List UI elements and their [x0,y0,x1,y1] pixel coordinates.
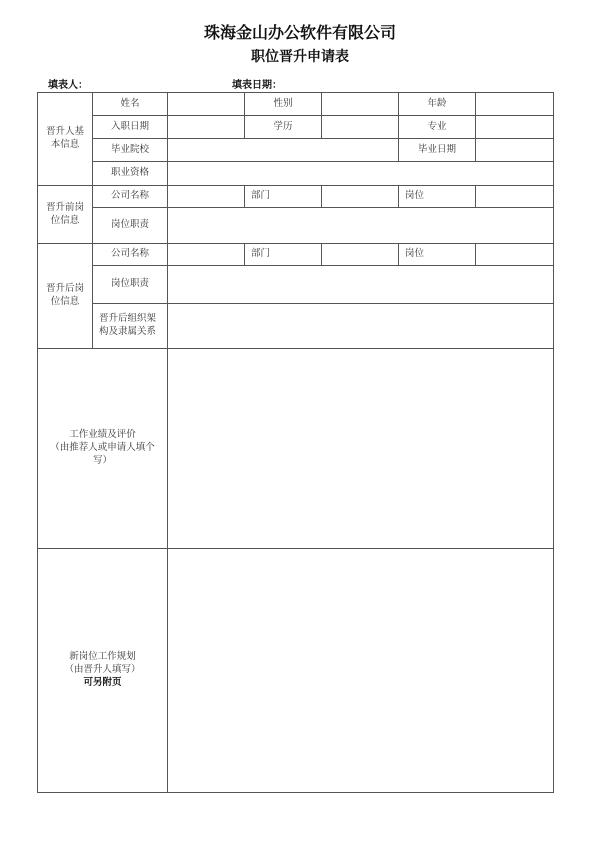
age-label: 年龄 [399,93,476,116]
after-org-field[interactable] [168,304,554,349]
name-field[interactable] [168,93,245,116]
before-position-label: 岗位 [399,186,476,208]
before-position-field[interactable] [476,186,554,208]
qualification-field[interactable] [168,162,554,186]
row-after-duties [38,266,554,304]
plan-label: 新岗位工作规划 （由晋升人填写） [64,651,141,676]
row-performance [38,349,554,549]
after-position-field[interactable] [476,244,554,266]
school-field[interactable] [168,139,399,162]
hire-date-field[interactable] [168,116,245,139]
section-after-label: 晋升后岗 位信息 [38,244,93,349]
section-before-label: 晋升前岗 位信息 [38,186,93,244]
major-field[interactable] [476,116,554,139]
school-label: 毕业院校 [93,139,168,162]
plan-field[interactable] [168,549,554,793]
qualification-label: 职业资格 [93,162,168,186]
hire-date-label: 入职日期 [93,116,168,139]
row-after-org [38,304,554,349]
section-basic-label: 晋升人基 本信息 [38,93,93,186]
after-department-field[interactable] [322,244,399,266]
education-field[interactable] [322,116,399,139]
after-duties-label: 岗位职责 [93,266,168,304]
major-label: 专业 [399,116,476,139]
grad-date-field[interactable] [476,139,554,162]
row-plan [38,549,554,793]
performance-label: 工作业绩及评价 （由推荐人或申请人填个 写） [38,349,168,549]
row-before-company [38,186,554,208]
row-after-company [38,244,554,266]
plan-cell [38,549,168,793]
performance-field[interactable] [168,349,554,549]
before-duties-field[interactable] [168,208,554,244]
after-company-field[interactable] [168,244,245,266]
name-label: 姓名 [93,93,168,116]
form-title: 职位晋升申请表 [251,49,349,65]
plan-note: 可另附页 [83,676,122,688]
company-title: 珠海金山办公软件有限公司 [203,23,396,42]
age-field[interactable] [476,93,554,116]
before-company-label: 公司名称 [93,186,168,208]
after-company-label: 公司名称 [93,244,168,266]
filler-label: 填表人： [48,80,88,91]
row-school [38,139,554,162]
before-department-field[interactable] [322,186,399,208]
row-hire-date [38,116,554,139]
row-name [38,93,554,116]
row-before-duties [38,208,554,244]
before-company-field[interactable] [168,186,245,208]
after-duties-field[interactable] [168,266,554,304]
fill-date-label: 填表日期： [232,80,282,91]
before-department-label: 部门 [245,186,322,208]
gender-field[interactable] [322,93,399,116]
row-qualification [38,162,554,186]
before-duties-label: 岗位职责 [93,208,168,244]
after-position-label: 岗位 [399,244,476,266]
promotion-form-table [37,92,554,793]
grad-date-label: 毕业日期 [399,139,476,162]
after-org-label: 晋升后组织架 构及隶属关系 [93,304,168,349]
after-department-label: 部门 [245,244,322,266]
gender-label: 性别 [245,93,322,116]
education-label: 学历 [245,116,322,139]
